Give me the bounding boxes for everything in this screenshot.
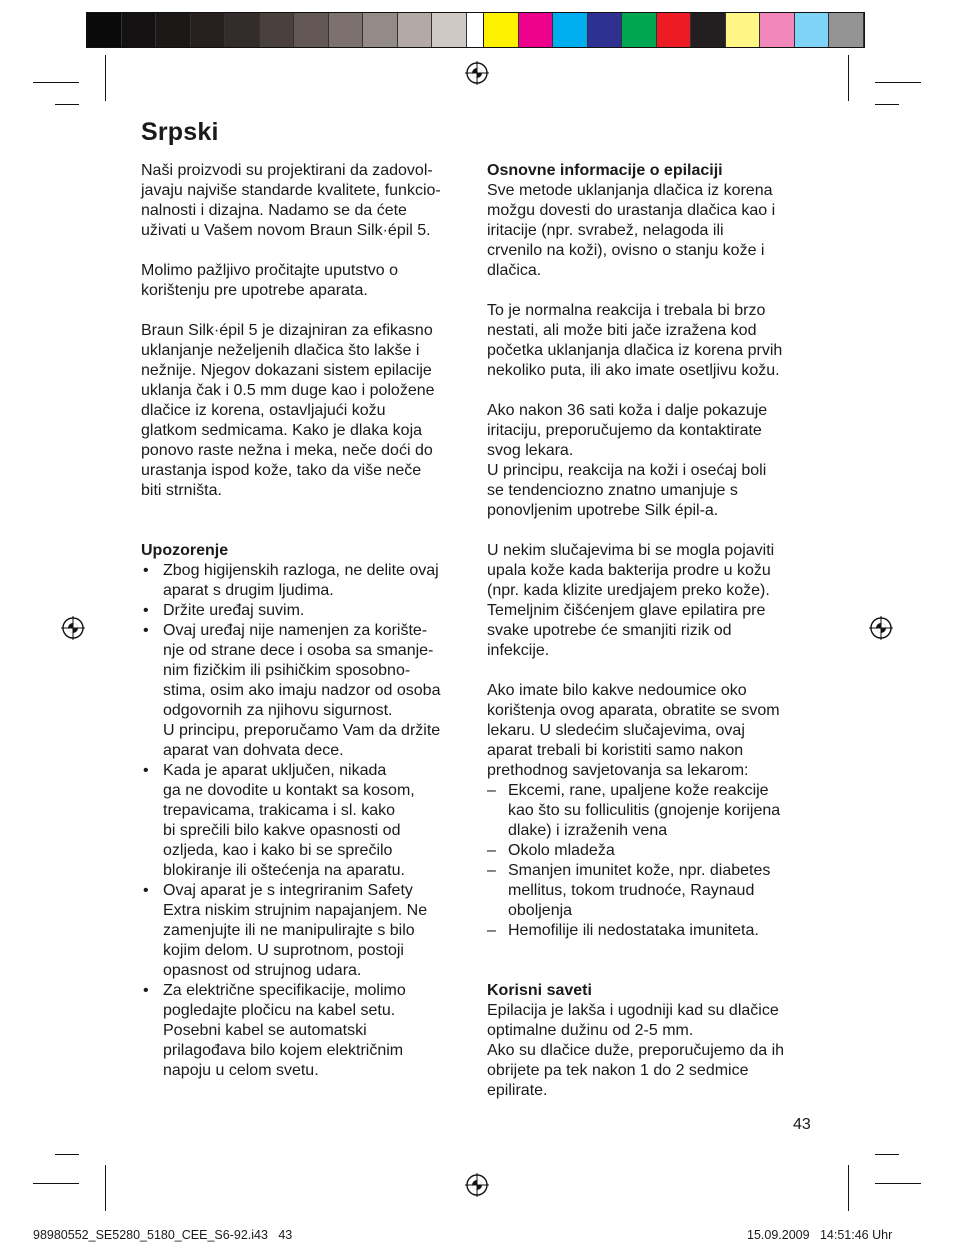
crop-mark xyxy=(875,104,899,105)
list-item: • Ovaj aparat je s integriranim Safety Extra niskim strujnim napajanjem. Ne zamenjujte ili ne manipulirajte s bilo kojim delom. U suprotnom, postoji opasnost od strujnog udara. xyxy=(141,881,471,981)
crop-mark xyxy=(55,104,79,105)
crop-mark xyxy=(55,1154,79,1155)
color-swatch xyxy=(87,13,122,47)
registration-mark-icon xyxy=(465,1173,489,1197)
color-swatch xyxy=(657,13,692,47)
color-swatch xyxy=(329,13,364,47)
color-swatch xyxy=(156,13,191,47)
grayscale-calibration-bar xyxy=(86,12,502,48)
crop-mark xyxy=(875,82,921,83)
left-column xyxy=(141,161,471,1081)
color-swatch xyxy=(122,13,157,47)
color-swatch xyxy=(691,13,726,47)
color-swatch xyxy=(432,13,467,47)
color-swatch xyxy=(484,13,519,47)
list-item: – Okolo mladeža xyxy=(487,841,822,861)
color-calibration-bar xyxy=(483,12,865,48)
list-item: • Za električne specifikacije, molimo pogledajte pločicu na kabel setu. Posebni kabel se automatski prilagođava bilo kojem električnim napoju u celom svetu. xyxy=(141,981,471,1081)
warning-heading: Upozorenje xyxy=(141,542,229,559)
crop-mark xyxy=(875,1183,921,1184)
list-item: – Smanjen imunitet kože, npr. diabetes mellitus, tokom trudnoće, Raynaud oboljenja xyxy=(487,861,822,921)
product-description-paragraph: Braun Silk·épil 5 je dizajniran za efikasno uklanjanje neželjenih dlačica što lakše i nežnije. Njegov dokazani sistem epilacije uklanja čak i 0.5 mm duge kao i položene dlačice iz korena, ostavljajući kožu glatkom sedmicama. Kako je dlaka koja ponovo raste nežna i meka, neče doći do urastanja ispod kože, tako da više neče biti strništa. xyxy=(141,322,435,499)
condition-list xyxy=(487,781,822,941)
footer-file-info: 98980552_SE5280_5180_CEE_S6-92.i43 43 xyxy=(33,1228,293,1242)
color-swatch xyxy=(363,13,398,47)
list-item: • Držite uređaj suvim. xyxy=(141,601,471,621)
paragraph: U nekim slučajevima bi se mogla pojaviti upala kože kada bakterija prodre u kožu (npr. kada klizite uredjajem preko kože). Temeljnim čišćenjem glave epilatira pre svake upotrebe će smanjiti rizik od infekcije. xyxy=(487,542,775,659)
crop-mark xyxy=(848,1165,849,1211)
list-item: – Hemofilije ili nedostataka imuniteta. xyxy=(487,921,822,941)
paragraph: To je normalna reakcija i trebala bi brzo nestati, ali može biti jače izražena kod početka uklanjanja dlačica iz korena prvih nekoliko puta, ili ako imate osetljivu kožu. xyxy=(487,302,783,379)
paragraph: Epilacija je lakša i ugodniji kad su dlačice optimalne dužinu od 2-5 mm. Ako su dlačice duže, preporučujemo da ih obrijete pa tek nakon 1 do 2 sedmice epilirate. xyxy=(487,1002,785,1099)
crop-mark xyxy=(105,55,106,101)
tips-heading: Korisni saveti xyxy=(487,982,592,999)
crop-mark xyxy=(848,55,849,101)
color-swatch xyxy=(191,13,226,47)
color-swatch xyxy=(622,13,657,47)
color-swatch xyxy=(795,13,830,47)
list-item: • Kada je aparat uključen, nikada ga ne dovodite u kontakt sa kosom, trepavicama, trakicama i sl. kako bi sprečili bilo kakve opasnosti od ozljeda, kao i kako bi se sprečilo blokiranje ili oštećenja na aparatu. xyxy=(141,761,471,881)
list-item: • Zbog higijenskih razloga, ne delite ovaj aparat s drugim ljudima. xyxy=(141,561,471,601)
page-number: 43 xyxy=(793,1116,811,1133)
color-swatch xyxy=(225,13,260,47)
color-swatch xyxy=(726,13,761,47)
color-swatch xyxy=(588,13,623,47)
warning-list xyxy=(141,561,471,1081)
color-swatch xyxy=(553,13,588,47)
epilation-info-heading: Osnovne informacije o epilaciji xyxy=(487,162,723,179)
color-swatch xyxy=(294,13,329,47)
crop-mark xyxy=(33,82,79,83)
crop-mark xyxy=(875,1154,899,1155)
crop-mark xyxy=(33,1183,79,1184)
registration-mark-icon xyxy=(61,616,85,640)
registration-mark-icon xyxy=(869,616,893,640)
color-swatch xyxy=(519,13,554,47)
color-swatch xyxy=(398,13,433,47)
paragraph: Sve metode uklanjanja dlačica iz korena možgu dovesti do urastanja dlačica kao i iritacije (npr. svrabež, nelagoda ili crvenilo na koži), ovisno o stanju kože i dlačica. xyxy=(487,182,776,279)
list-item: – Ekcemi, rane, upaljene kože reakcije kao što su folliculitis (gnojenje korijena dlake) i izraženih vena xyxy=(487,781,822,841)
intro-paragraph: Naši proizvodi su projektirani da zadovol- javaju najviše standarde kvalitete, funkcio- nalnosti i dizajna. Nadamo se da ćete uživati u Vašem novom Braun Silk·épil 5. xyxy=(141,162,441,239)
footer-timestamp: 15.09.2009 14:51:46 Uhr xyxy=(747,1228,893,1242)
registration-mark-icon xyxy=(465,61,489,85)
color-swatch xyxy=(260,13,295,47)
color-swatch xyxy=(760,13,795,47)
list-item: • Ovaj uređaj nije namenjen za korište- nje od strane dece i osoba sa smanje- nim fizičkim ili psihičkim sposobno- stima, osim ako imaju nadzor od osoba odgovornih za njihovu sigurnost. U principu, preporučamo Vam da držite aparat van dohvata dece. xyxy=(141,621,471,761)
page-title: Srpski xyxy=(141,118,219,146)
paragraph: Ako imate bilo kakve nedoumice oko korištenja ovog aparata, obratite se svom lekaru. U sledećim slučajevima, ovaj aparat trebali bi koristiti samo nakon prethodnog savjetovanja sa lekarom: xyxy=(487,682,780,779)
paragraph: Ako nakon 36 sati koža i dalje pokazuje iritaciju, preporučujemo da kontaktirate svog lekara. U principu, reakcija na koži i osećaj boli se tendenciozno znatno umanjuje s ponovljenim upotrebe Silk épil-a. xyxy=(487,402,768,519)
read-instructions-paragraph: Molimo pažljivo pročitajte uputstvo o korištenju pre upotrebe aparata. xyxy=(141,262,399,299)
color-swatch xyxy=(829,13,864,47)
right-column xyxy=(487,161,822,1101)
crop-mark xyxy=(105,1165,106,1211)
